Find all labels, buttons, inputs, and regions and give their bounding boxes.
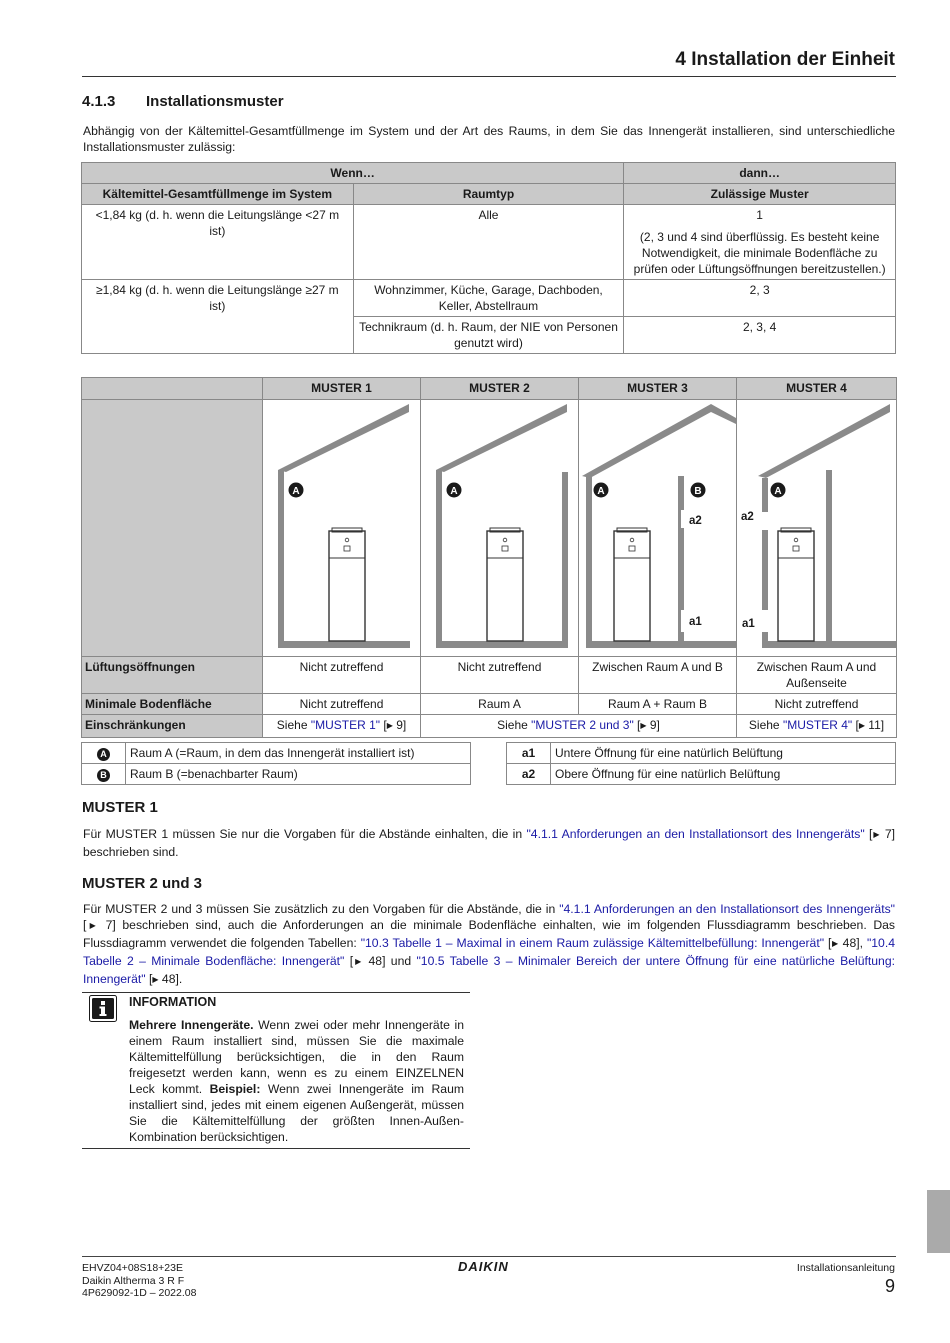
link-muster-4[interactable]: "MUSTER 4": [782, 718, 853, 732]
floor: [762, 641, 896, 648]
label-a1: a1: [741, 618, 755, 630]
info-bottom-rule: [82, 1148, 470, 1149]
patterns-note: (2, 3 und 4 sind überflüssig. Es besteht keine Notwendigkeit, die minimale Bodenfläche zu prüfen oder Lüftungsöffnungen bereitzustellen.): [633, 230, 886, 276]
pattern-overview-table: [81, 377, 897, 738]
header-muster-1: MUSTER 1: [263, 378, 421, 400]
legend-text: Obere Öffnung für eine natürlich Belüftung: [551, 764, 896, 785]
page-arrow-icon: ▶: [86, 921, 99, 930]
table-row: [82, 694, 897, 715]
info-bold-lead: Mehrere Innengeräte.: [129, 1018, 254, 1032]
link-table-1[interactable]: "10.3 Tabelle 1 – Maximal in einem Raum zulässige Kältemittelbefüllung: Innengerät": [360, 936, 825, 950]
info-top-rule: [82, 992, 470, 993]
indoor-unit-icon: [329, 528, 365, 641]
muster-3-figure: [579, 400, 737, 657]
footer-doc-type: Installationsanleitung: [796, 1262, 895, 1274]
bracket-text: [: [380, 718, 387, 732]
body-text: 48] und: [363, 954, 417, 968]
vents-cell: Nicht zutreffend: [263, 657, 421, 694]
table-row: [82, 715, 897, 738]
footer-doc-info: [82, 1262, 196, 1300]
chapter-title: 4 Installation der Einheit: [675, 49, 895, 70]
muster-4-illustration: [738, 400, 896, 652]
legend-key: a1: [507, 743, 551, 764]
link-muster-2-3[interactable]: "MUSTER 2 und 3": [531, 718, 634, 732]
patterns-cell: [624, 205, 896, 280]
restrictions-cell: [263, 715, 421, 738]
indoor-unit-icon: [614, 528, 650, 641]
patterns-cell: 2, 3, 4: [624, 317, 896, 354]
restrictions-cell: [737, 715, 897, 738]
muster-4-figure: [737, 400, 897, 657]
legend-key: a2: [507, 764, 551, 785]
roof-shape: [582, 404, 736, 478]
muster-2-3-heading: MUSTER 2 und 3: [82, 875, 203, 892]
page-arrow-icon: ▶: [858, 721, 865, 730]
legend-key-cell: [82, 764, 126, 785]
page-arrow-icon: ▶: [831, 939, 839, 948]
left-wall: [586, 476, 592, 644]
bracket-text: [: [633, 718, 641, 732]
body-text: [: [344, 954, 354, 968]
floor-cell: Raum A: [421, 694, 579, 715]
figure-row-label: [82, 400, 263, 657]
header-then: dann…: [624, 163, 896, 184]
row-label-restrictions: Einschränkungen: [82, 715, 263, 738]
see-text: Siehe: [748, 718, 783, 732]
link-installation-site[interactable]: "4.1.1 Anforderungen an den Installationsort des Innengeräts": [559, 902, 895, 916]
footer-rule: [82, 1256, 896, 1257]
left-wall: [278, 470, 284, 644]
legend-text: Raum B (=benachbarter Raum): [126, 764, 471, 785]
muster-2-figure: [421, 400, 579, 657]
footer-product: Daikin Altherma 3 R F: [82, 1274, 185, 1287]
floor-cell: Nicht zutreffend: [737, 694, 897, 715]
chapter-side-tab: [927, 1190, 950, 1253]
vent-opening-a2: [758, 512, 768, 530]
body-text: [: [864, 827, 873, 841]
page-ref: 9]: [646, 718, 660, 732]
daikin-logo: DAIKIN: [458, 1259, 509, 1274]
muster-2-3-paragraph: [83, 901, 895, 989]
inner-wall: [826, 470, 832, 644]
see-text: Siehe: [497, 718, 532, 732]
header-charge: Kältemittel-Gesamtfüllmenge im System: [82, 184, 354, 205]
right-wall: [562, 472, 568, 644]
page-arrow-icon: ▶: [152, 975, 159, 984]
info-bold-example: Beispiel:: [209, 1082, 261, 1096]
page-arrow-icon: ▶: [386, 721, 393, 730]
table-row: [82, 764, 471, 785]
vents-cell: Nicht zutreffend: [421, 657, 579, 694]
patterns-value: 1: [756, 208, 763, 222]
roomtype-cell: Technikraum (d. h. Raum, der NIE von Personen genutzt wird): [353, 317, 624, 354]
section-title-text: Installationsmuster: [146, 93, 284, 110]
floor-cell: Raum A + Raum B: [579, 694, 737, 715]
header-muster-2: MUSTER 2: [421, 378, 579, 400]
page-ref: 9]: [392, 718, 407, 732]
link-table-3[interactable]: "10.5 Tabelle 3 – Minimaler Bereich der untere Öffnung für eine natürliche Belüftung: Innengerät": [83, 954, 896, 986]
muster-2-illustration: [422, 400, 578, 652]
label-a-text: A: [773, 486, 782, 497]
indoor-unit-icon: [487, 528, 523, 641]
legend-openings-table: [506, 742, 896, 785]
vent-opening-a1: [758, 610, 768, 632]
restrictions-cell: [421, 715, 737, 738]
legend-text: Raum A (=Raum, in dem das Innengerät installiert ist): [126, 743, 471, 764]
page-arrow-icon: ▶: [353, 957, 364, 966]
header-if: Wenn…: [82, 163, 624, 184]
patterns-cell: 2, 3: [624, 280, 896, 317]
left-wall: [436, 470, 442, 644]
muster-3-illustration: [580, 400, 736, 652]
charge-cell: ≥1,84 kg (d. h. wenn die Leitungslänge ≥27 m ist): [82, 280, 354, 354]
page-arrow-icon: ▶: [640, 721, 647, 730]
roomtype-cell: Alle: [353, 205, 624, 280]
floor: [436, 641, 568, 648]
table-row: [82, 280, 896, 317]
label-a-text: A: [596, 486, 605, 497]
info-title: INFORMATION: [129, 995, 217, 1009]
label-b-text: B: [693, 486, 702, 497]
row-label-floor: Minimale Bodenfläche: [82, 694, 263, 715]
body-text: 48],: [838, 936, 867, 950]
table-row: [82, 657, 897, 694]
body-text: [: [145, 972, 153, 986]
intro-paragraph: Abhängig von der Kältemittel-Gesamtfüllmenge im System und der Art des Raums, in dem Sie das Innengerät installieren, sind unterschiedliche Installationsmuster zulässig:: [83, 124, 895, 154]
section-number: 4.1.3: [82, 93, 116, 110]
legend-rooms-table: [81, 742, 471, 785]
information-icon: [89, 995, 117, 1022]
roomtype-cell: Wohnzimmer, Küche, Garage, Dachboden, Keller, Abstellraum: [353, 280, 624, 317]
table-row: [507, 764, 896, 785]
header-muster-3: MUSTER 3: [579, 378, 737, 400]
body-text: Wenn zwei oder mehr Innengeräte in einem Raum installiert sind, müssen Sie die maximale Kältemittelfüllung berücksichtigen, die in den Raum freigesetzt werden kann, wenn es zu einem EINZELNEN Leck kommt.: [129, 1018, 464, 1096]
see-text: Siehe: [276, 718, 311, 732]
body-text: 48].: [158, 972, 183, 986]
info-text: [129, 1017, 464, 1145]
vents-cell: Zwischen Raum A und Außenseite: [737, 657, 897, 694]
page-ref: 11]: [864, 718, 885, 732]
page-arrow-icon: ▶: [872, 830, 881, 839]
body-text: 7] beschrieben sind, auch die Anforderungen an die minimale Bodenfläche einhalten, wie im folgenden Flussdiagramm beschrieben. Das Flussdiagramm verwendet die folgenden Tabellen:: [83, 918, 895, 950]
pattern-conditions-table: [81, 162, 896, 354]
body-text: 7] beschrieben sind.: [83, 827, 896, 859]
muster-1-illustration: [264, 400, 420, 652]
section-title: [82, 93, 284, 110]
bracket-text: [: [852, 718, 859, 732]
muster-1-heading: MUSTER 1: [82, 799, 158, 816]
table-row: [82, 205, 896, 280]
roof-shape: [436, 404, 567, 472]
body-text: [: [83, 918, 87, 932]
roof-shape: [758, 404, 890, 478]
muster-1-paragraph: [83, 826, 895, 860]
header-rule: [82, 76, 896, 77]
table-row: [507, 743, 896, 764]
floor: [278, 641, 410, 648]
floor-cell: Nicht zutreffend: [263, 694, 421, 715]
body-text: Für MUSTER 1 müssen Sie nur die Vorgaben für die Abstände einhalten, die in: [83, 827, 527, 841]
header-muster-4: MUSTER 4: [737, 378, 897, 400]
link-table-2[interactable]: "10.4 Tabelle 2 – Minimale Bodenfläche: Innengerät": [83, 936, 895, 968]
floor: [586, 641, 736, 648]
footer-doc-code: 4P629092-1D – 2022.08: [82, 1287, 197, 1299]
header-roomtype: Raumtyp: [353, 184, 624, 205]
roof-shape: [278, 404, 409, 472]
header-empty: [82, 378, 263, 400]
label-a-text: A: [449, 486, 458, 497]
body-text: [: [824, 936, 832, 950]
link-muster-1[interactable]: "MUSTER 1": [310, 718, 381, 732]
row-label-vents: Lüftungsöffnungen: [82, 657, 263, 694]
label-a2: a2: [688, 515, 702, 527]
label-a1: a1: [688, 616, 702, 628]
table-row: [82, 743, 471, 764]
room-b-badge: B: [97, 769, 110, 782]
charge-cell: <1,84 kg (d. h. wenn die Leitungslänge <27 m ist): [82, 205, 354, 280]
page-number: 9: [884, 1276, 895, 1296]
muster-1-figure: [263, 400, 421, 657]
room-a-badge: A: [97, 748, 110, 761]
legend-key-cell: [82, 743, 126, 764]
vents-cell: Zwischen Raum A und B: [579, 657, 737, 694]
header-patterns: Zulässige Muster: [624, 184, 896, 205]
body-text: Wenn zwei Innengeräte im Raum installiert sind, jedes mit einem eigenen Außengerät, müssen Sie die Kältemittelfüllung der größten Innen-Außen-Kombination berücksichtigen.: [129, 1082, 465, 1144]
label-a-text: A: [291, 486, 300, 497]
link-installation-site[interactable]: "4.1.1 Anforderungen an den Installationsort des Innengeräts": [526, 827, 865, 841]
body-text: Für MUSTER 2 und 3 müssen Sie zusätzlich zu den Vorgaben für die Abstände, die in: [83, 902, 560, 916]
legend-text: Untere Öffnung für eine natürlich Belüftung: [551, 743, 896, 764]
label-a2: a2: [740, 511, 754, 523]
indoor-unit-icon: [778, 528, 814, 641]
footer-model: EHVZ04+08S18+23E: [82, 1262, 183, 1274]
